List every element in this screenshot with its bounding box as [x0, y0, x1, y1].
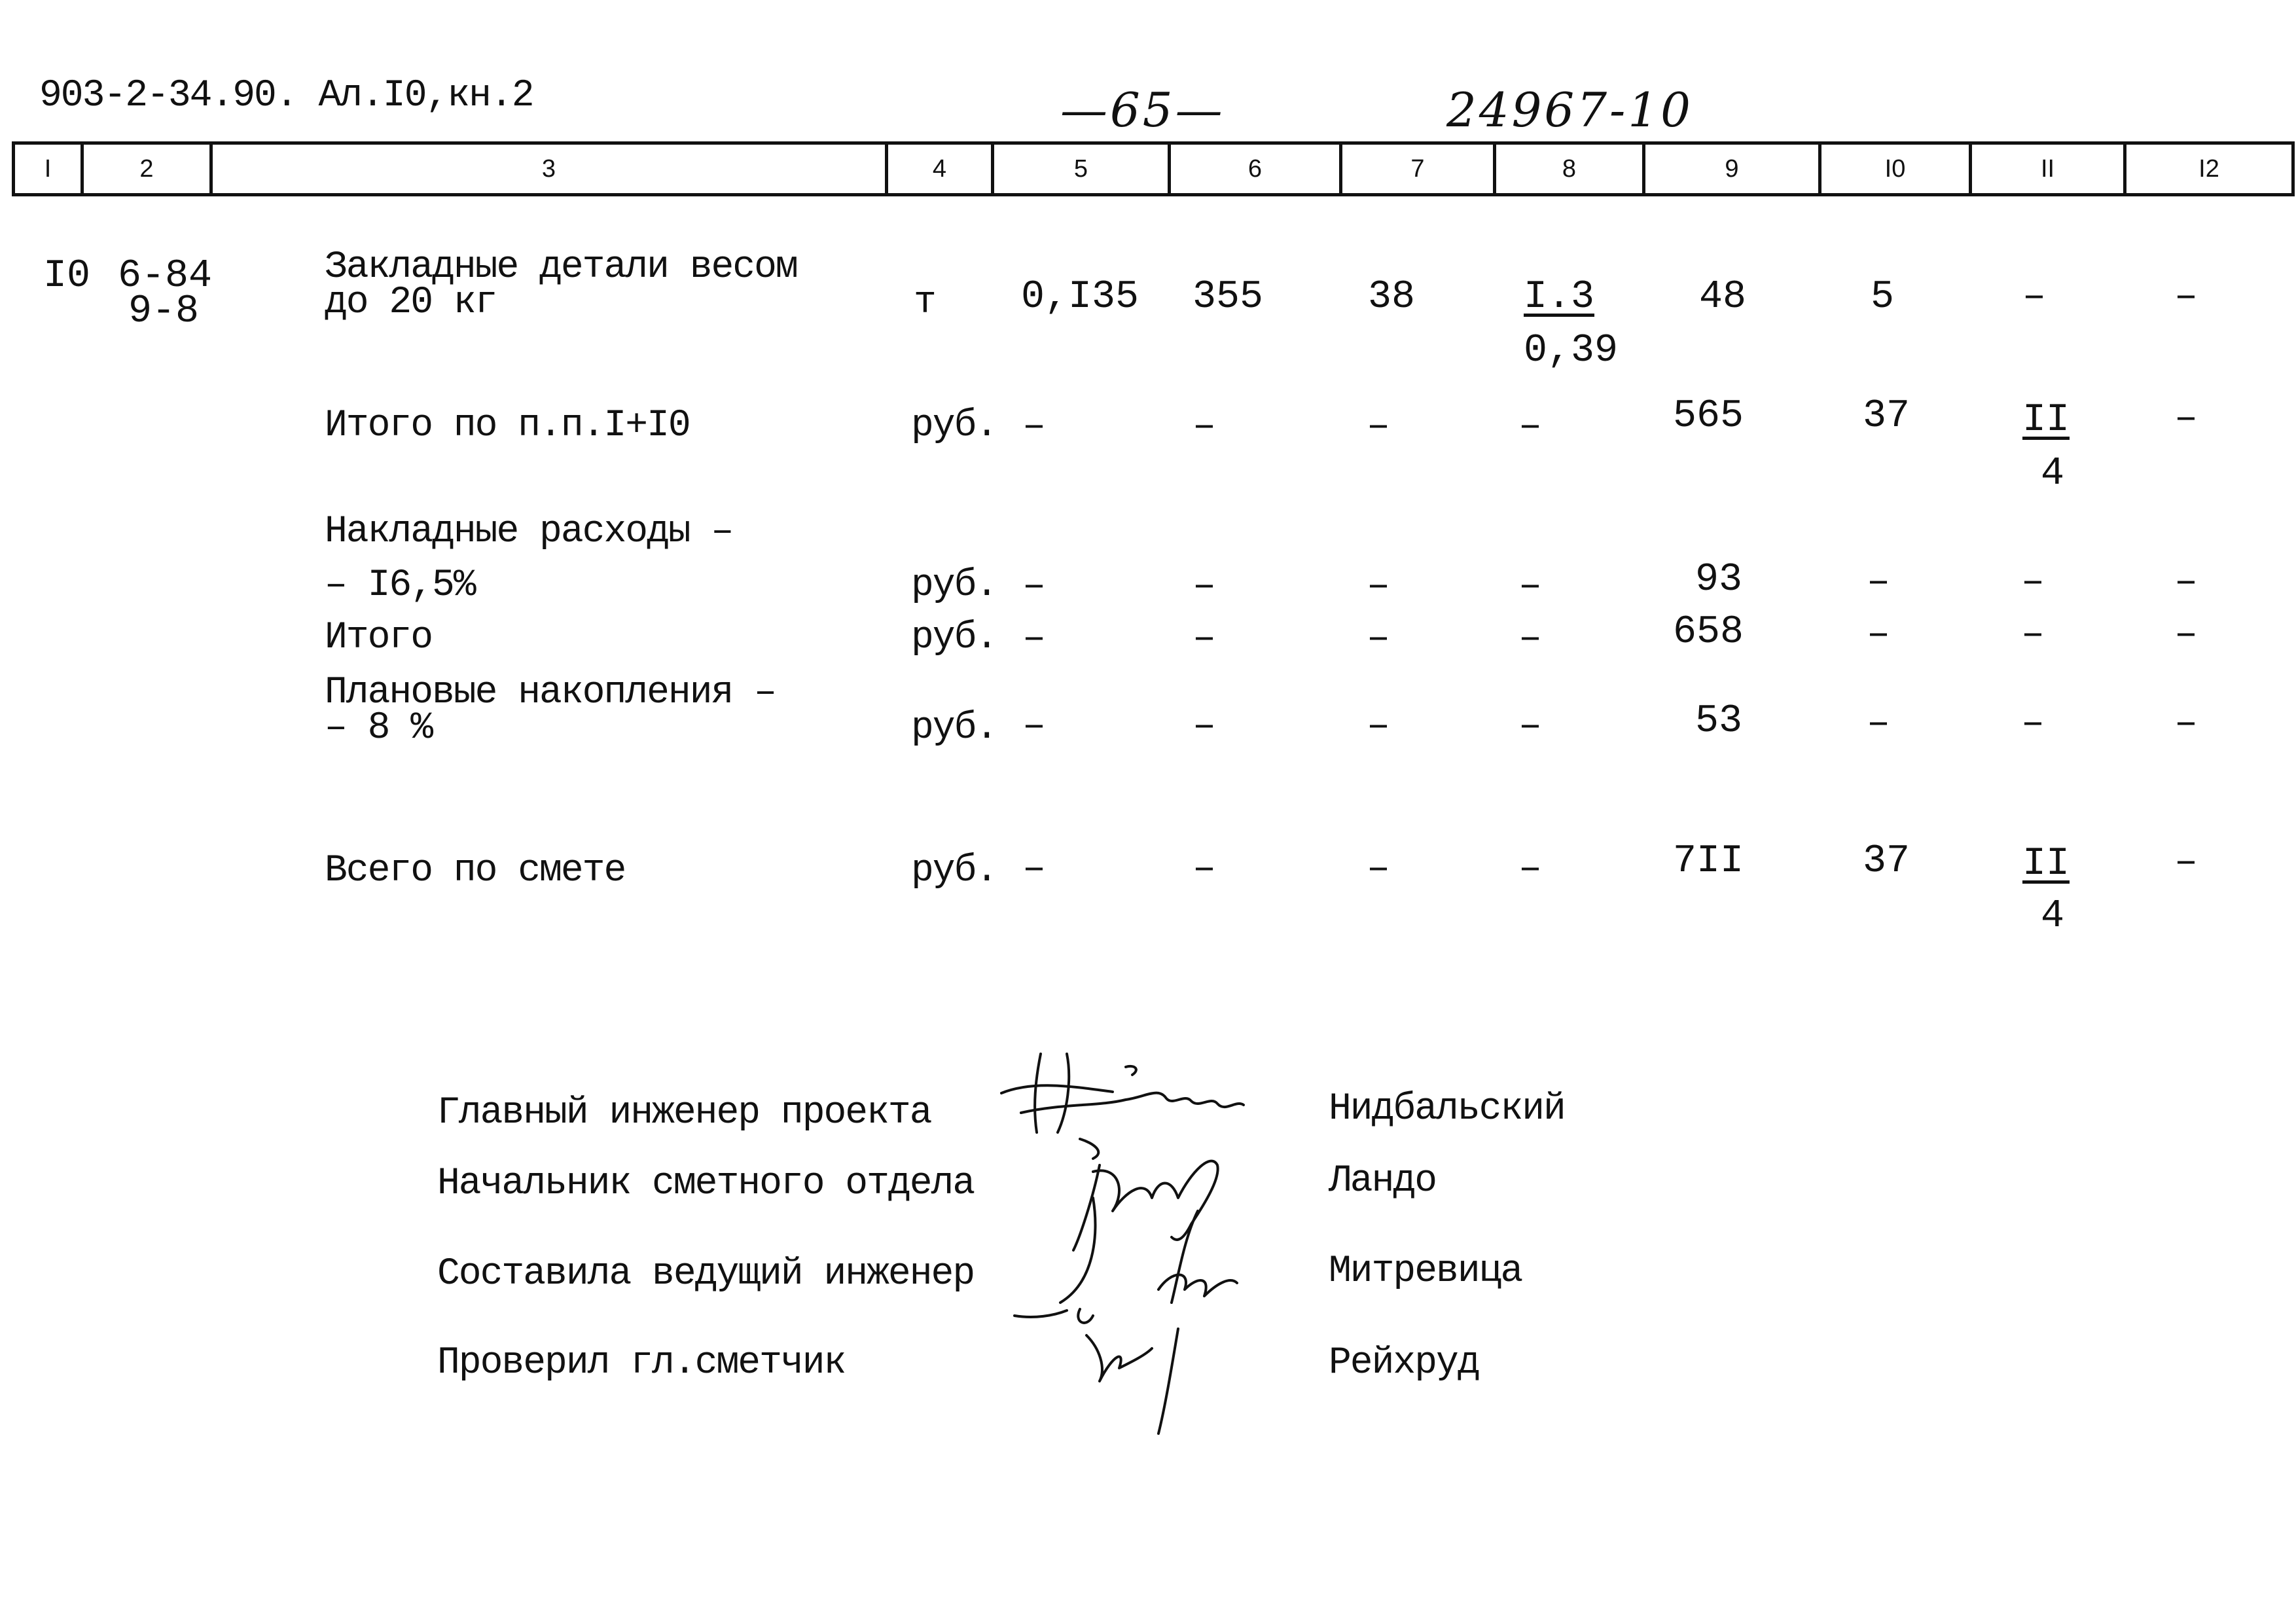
inventory-number: 24967-10 [1446, 82, 1693, 137]
dash: – [1367, 847, 1391, 892]
signer-role: Начальник сметного отдела [437, 1163, 975, 1205]
row-label: Плановые накопления – [325, 672, 776, 714]
dash: – [1518, 405, 1543, 449]
total-cost: 658 [1673, 610, 1744, 655]
row-label: Итого по п.п.I+I0 [325, 405, 690, 447]
column-header: 2 [84, 145, 213, 193]
cell-value: 37 [1863, 394, 1910, 439]
dash: – [2174, 613, 2198, 657]
fraction-numerator: II [2022, 842, 2070, 886]
dash: – [1193, 847, 1217, 892]
column-header: 7 [1342, 145, 1496, 193]
signer-name: Митревица [1329, 1250, 1522, 1293]
column-header: 9 [1645, 145, 1821, 193]
dash: – [1518, 847, 1543, 892]
dash: – [1367, 564, 1391, 609]
dash: – [1193, 564, 1217, 609]
item-name: Закладные детали весом [325, 246, 797, 289]
norm-code: 9-8 [128, 289, 200, 334]
dash: – [2174, 560, 2198, 605]
fraction-numerator: I.3 [1524, 275, 1595, 319]
dash: – [2021, 702, 2045, 746]
column-header: II [1972, 145, 2126, 193]
dash: – [1022, 847, 1047, 892]
dash: – [1022, 405, 1047, 449]
signer-name: Нидбальский [1329, 1088, 1565, 1130]
item-name: до 20 кг [325, 281, 497, 324]
dash: – [1193, 704, 1217, 749]
cell-value: 38 [1368, 275, 1416, 319]
dash: – [1518, 564, 1543, 609]
dash: – [1867, 702, 1891, 746]
row-label: – 8 % [325, 707, 433, 749]
norm-code: 6-84 [118, 254, 213, 298]
cell-value: 5 [1871, 275, 1895, 319]
dash: – [1367, 405, 1391, 449]
signer-role: Составила ведущий инженер [437, 1253, 975, 1295]
dash: – [2021, 613, 2045, 657]
signer-name: Рейхруд [1329, 1342, 1479, 1384]
column-header: 8 [1496, 145, 1645, 193]
column-header: 4 [888, 145, 994, 193]
grand-total-label: Всего по смете [325, 850, 626, 892]
column-header: 5 [994, 145, 1171, 193]
dash: – [1518, 617, 1543, 661]
total-cost: 48 [1699, 275, 1747, 319]
unit: руб. [911, 850, 997, 892]
signer-name: Ландо [1329, 1160, 1437, 1202]
dash: – [2021, 560, 2045, 605]
dash: – [1367, 704, 1391, 749]
column-header: I0 [1821, 145, 1972, 193]
dash: – [1518, 704, 1543, 749]
total-cost: 93 [1695, 558, 1743, 602]
quantity: 0,I35 [1021, 275, 1139, 319]
dash: – [1867, 560, 1891, 605]
unit: руб. [911, 564, 997, 607]
dash: – [1022, 704, 1047, 749]
total-cost: 565 [1673, 394, 1744, 439]
column-header: 3 [213, 145, 888, 193]
dash: – [2174, 275, 2198, 319]
page-number: —65— [1060, 82, 1225, 137]
fraction-denominator: 4 [2041, 894, 2065, 939]
dash: – [1193, 617, 1217, 661]
dash: – [2174, 840, 2198, 885]
unit: руб. [911, 707, 997, 749]
dash: – [1193, 405, 1217, 449]
signer-role: Проверил гл.сметчик [437, 1342, 846, 1384]
dash: – [1867, 613, 1891, 657]
dash: – [2174, 702, 2198, 746]
column-header: I [15, 145, 84, 193]
handwritten-signature [995, 1041, 1316, 1447]
column-header-row [12, 141, 2295, 196]
dash: – [2022, 275, 2047, 319]
column-header: 6 [1171, 145, 1342, 193]
dash: – [1367, 617, 1391, 661]
fraction-denominator: 4 [2041, 452, 2065, 496]
item-number: I0 [43, 254, 91, 298]
fraction-numerator: II [2022, 398, 2070, 442]
dash: – [2174, 397, 2198, 441]
unit: руб. [911, 617, 997, 659]
unit-price: 355 [1193, 275, 1264, 319]
dash: – [1022, 564, 1047, 609]
dash: – [1022, 617, 1047, 661]
row-label: Накладные расходы – [325, 511, 733, 553]
unit: т [914, 281, 935, 324]
column-header: I2 [2198, 154, 2219, 183]
total-cost: 53 [1695, 699, 1743, 744]
cell-value: 37 [1863, 839, 1910, 884]
total-cost: 7II [1673, 839, 1744, 884]
fraction-denominator: 0,39 [1524, 329, 1619, 373]
row-label: – I6,5% [325, 564, 475, 607]
unit: руб. [911, 405, 997, 447]
document-code: 903-2-34.90. Ал.I0,кн.2 [39, 75, 533, 117]
row-label: Итого [325, 617, 433, 659]
signer-role: Главный инженер проекта [437, 1092, 931, 1134]
